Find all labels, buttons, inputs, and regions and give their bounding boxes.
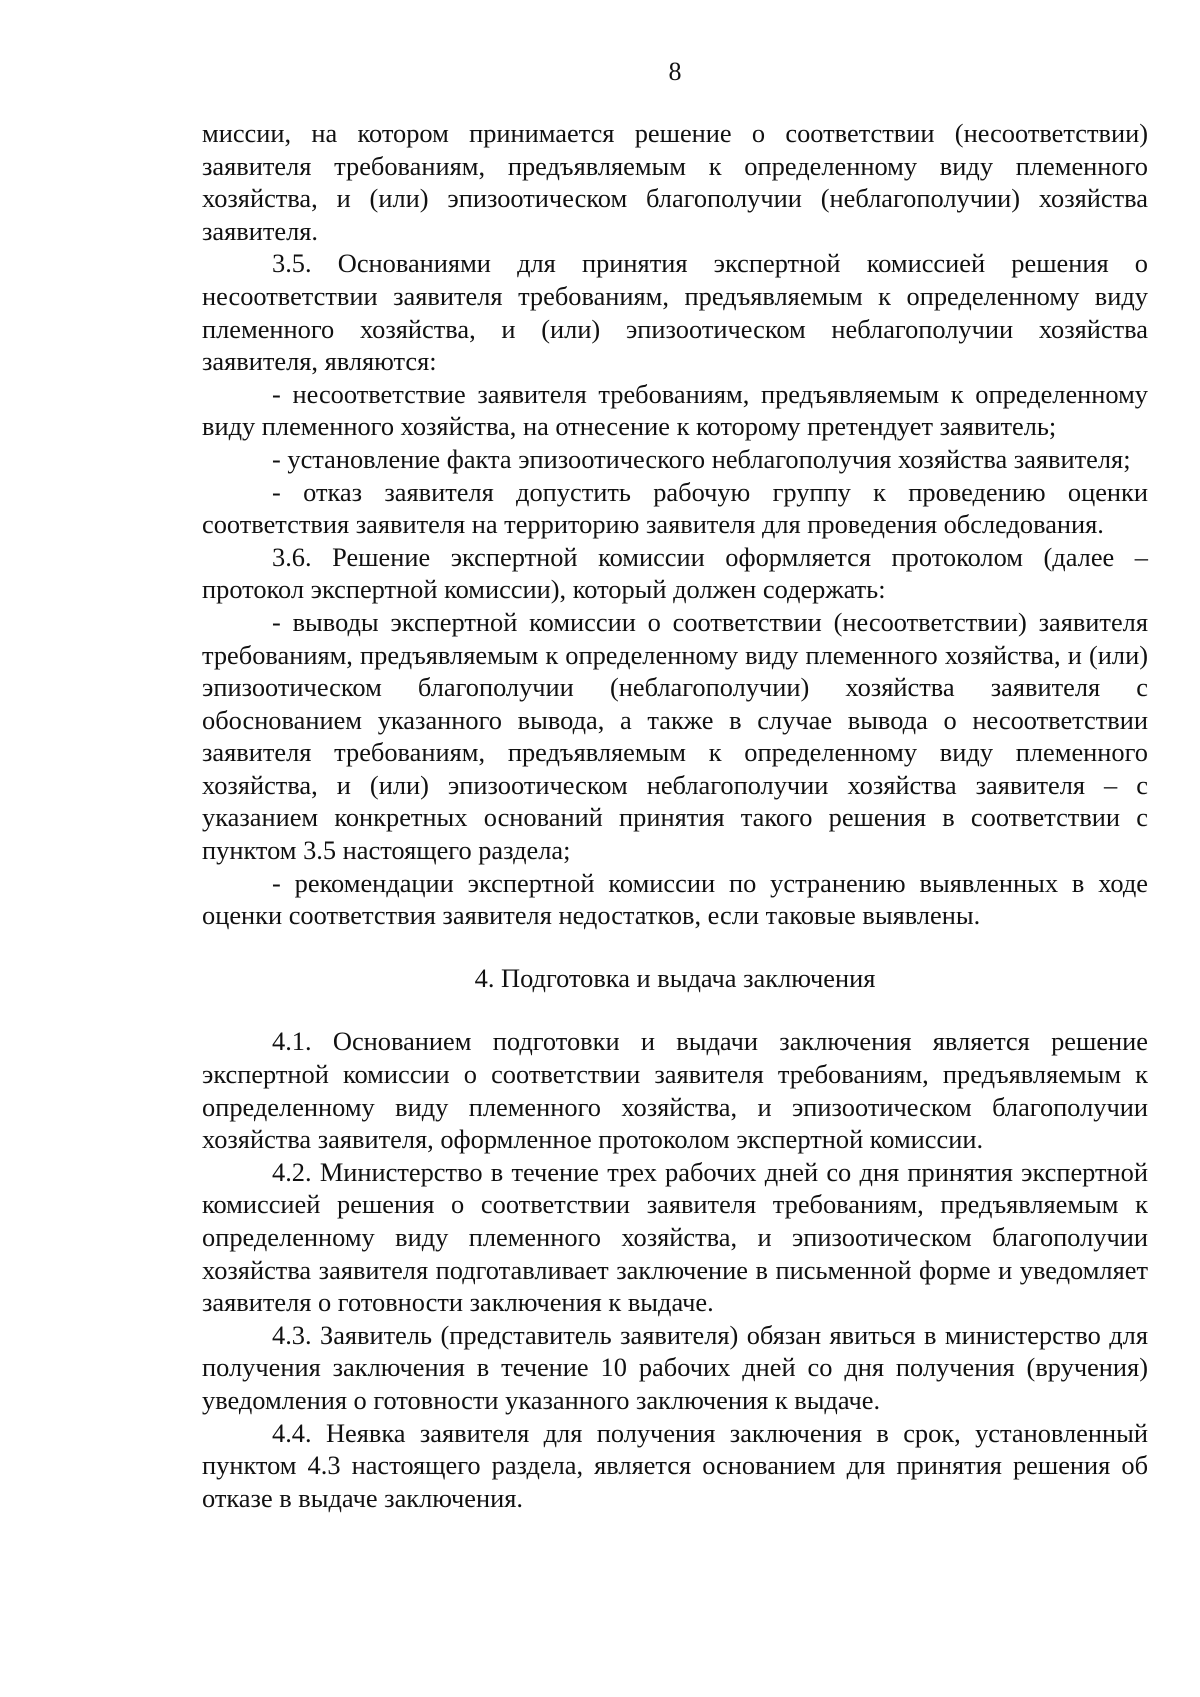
list-item-3-6-b: - рекомендации экспертной комиссии по устранению выявленных в ходе оценки соответствия заявителя недостатков, если таковые выявлены. (202, 867, 1148, 931)
paragraph-4-4: 4.4. Неявка заявителя для получения заключения в срок, установленный пунктом 4.3 настоящего раздела, является основанием для принятия решения об отказе в выдаче заключения. (202, 1417, 1148, 1513)
paragraph-4-1: 4.1. Основанием подготовки и выдачи заключения является решение экспертной комиссии о соответствии заявителя требованиям, предъявляемым к определенному виду племенного хозяйства, и эпизоотическом благополучии хозяйства заявителя, оформленное протоколом экспертной комиссии. (202, 1026, 1148, 1155)
list-item-3-5-b: - установление факта эпизоотического неблагополучия хозяйства заявителя; (272, 443, 1131, 474)
section-4-heading: 4. Подготовка и выдача заключения (474, 962, 876, 993)
paragraph-4-3: 4.3. Заявитель (представитель заявителя) обязан явиться в министерство для получения заключения в течение 10 рабочих дней со дня получения (вручения) уведомления о готовности указанного заключения к выдаче. (202, 1319, 1148, 1415)
document-body (202, 117, 1148, 1514)
list-item-3-6-a: - выводы экспертной комиссии о соответствии (несоответствии) заявителя требованиям, предъявляемым к определенному виду племенного хозяйства, и (или) эпизоотическом благополучии (неблагополучии) хозяйства заявителя с обоснованием указанного вывода, а также в случае вывода о несоответствии заявителя требованиям, предъявляемым к определенному виду племенного хозяйства, и (или) эпизоотическом неблагополучии хозяйства заявителя – с указанием конкретных оснований принятия такого решения в соответствии с пунктом 3.5 настоящего раздела; (202, 606, 1148, 866)
list-item-3-5-c: - отказ заявителя допустить рабочую группу к проведению оценки соответствия заявителя на территорию заявителя для проведения обследования. (202, 476, 1148, 540)
list-item-3-5-a: - несоответствие заявителя требованиям, предъявляемым к определенному виду племенного хозяйства, на отнесение к которому претендует заявитель; (202, 378, 1148, 442)
paragraph-3-5: 3.5. Основаниями для принятия экспертной комиссией решения о несоответствии заявителя требованиям, предъявляемым к определенному виду племенного хозяйства, и (или) эпизоотическом неблагополучии хозяйства заявителя, являются: (202, 248, 1148, 377)
paragraph-3-6: 3.6. Решение экспертной комиссии оформляется протоколом (далее – протокол экспертной комиссии), который должен содержать: (202, 541, 1148, 605)
paragraph-4-2: 4.2. Министерство в течение трех рабочих дней со дня принятия экспертной комиссией решения о соответствии заявителя требованиям, предъявляемым к определенному виду племенного хозяйства, и эпизоотическом благополучии хозяйства заявителя подготавливает заключение в письменной форме и уведомляет заявителя о готовности заключения к выдаче. (202, 1156, 1148, 1318)
page-number: 8 (668, 57, 682, 86)
paragraph-continuation: миссии, на котором принимается решение о соответствии (несоответствии) заявителя требованиям, предъявляемым к определенному виду племенного хозяйства, и (или) эпизоотическом благополучии (неблагополучии) хозяйства заявителя. (202, 118, 1148, 246)
